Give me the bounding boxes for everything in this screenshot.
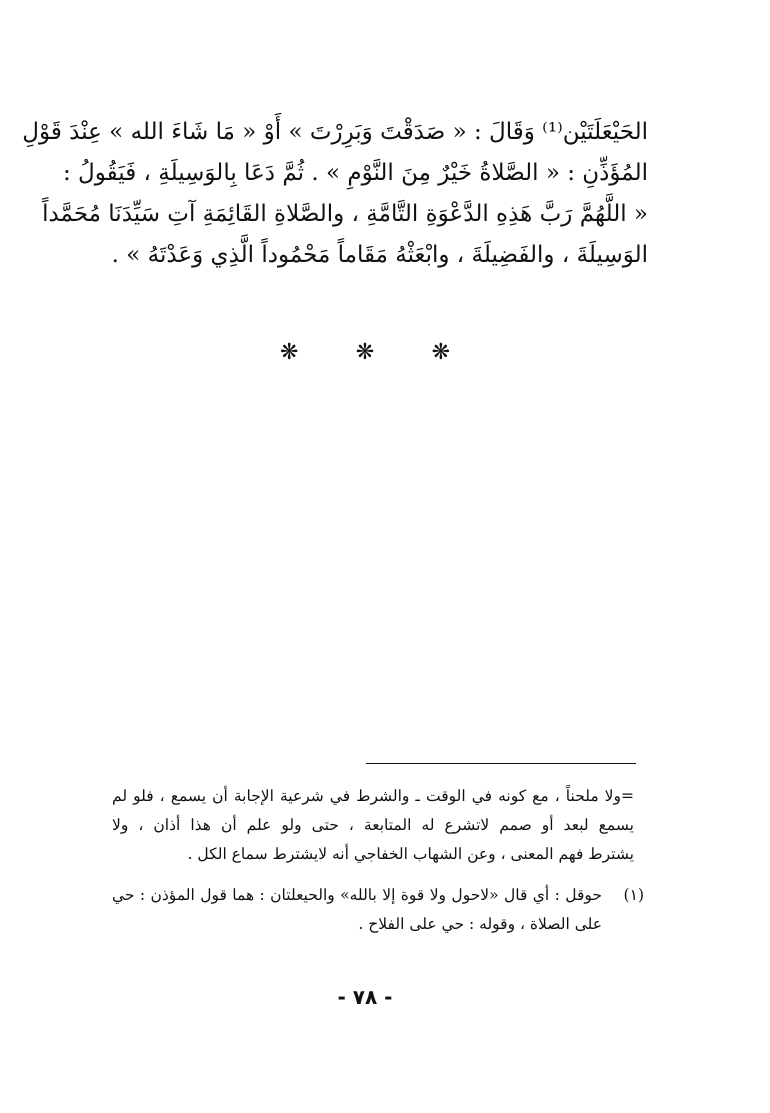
footnote-separator	[366, 763, 636, 764]
main-text-line: المُؤَذِّنِ : « الصَّلاةُ خَيْرٌ مِنَ النَّوْمِ » . ثُمَّ دَعَا بِالوَسِيلَةِ ، فَيَقُولُ :	[63, 160, 648, 186]
footnotes-block	[112, 782, 644, 939]
footnote-body	[112, 881, 602, 939]
star-ornament-icon: ❋	[431, 340, 450, 365]
footnote-number: (١)	[623, 886, 644, 904]
main-text-line: « اللَّهُمَّ رَبَّ هَذِهِ الدَّعْوَةِ التَّامَّةِ ، والصَّلاةِ القَائِمَةِ آتِ سَيِّدَنَا مُحَمَّداً	[42, 201, 648, 227]
main-text-block	[22, 112, 648, 276]
main-text-line: الوَسِيلَةَ ، والفَضِيلَةَ ، وابْعَثْهُ مَقَاماً مَحْمُوداً الَّذِي وَعَدْتَهُ » .	[111, 242, 648, 268]
footnote-continuation	[112, 782, 644, 869]
footnote-line: يشترط فهم المعنى ، وعن الشهاب الخفاجي أنه لايشترط سماع الكل .	[187, 845, 634, 863]
section-divider-stars	[280, 340, 450, 365]
footnote-1	[112, 881, 644, 939]
footnote-line: يسمع لبعد أو صمم لاتشرع له المتابعة ، حتى ولو علم أن هذا أذان ، ولا	[112, 816, 634, 834]
footnote-line: على الصلاة ، وقوله : حي على الفلاح .	[358, 915, 602, 933]
star-ornament-icon: ❋	[355, 340, 375, 365]
star-ornament-icon: ❋	[280, 340, 299, 365]
main-text-line: الحَيْعَلَتَيْن⁽¹⁾ وَقَالَ : « صَدَقْتَ وَبَرِرْتَ » أَوْ « مَا شَاءَ الله » عِنْدَ قَوْلِ	[22, 119, 648, 145]
page-number: - ٧٨ -	[337, 985, 393, 1009]
footnote-line: =ولا ملحناً ، مع كونه في الوقت ـ والشرط في شرعية الإجابة أن يسمع ، فلو لم	[112, 787, 634, 805]
footnote-line: حوقل : أي قال «لاحول ولا قوة إلا بالله» والحيعلتان : هما قول المؤذن : حي	[112, 886, 602, 904]
